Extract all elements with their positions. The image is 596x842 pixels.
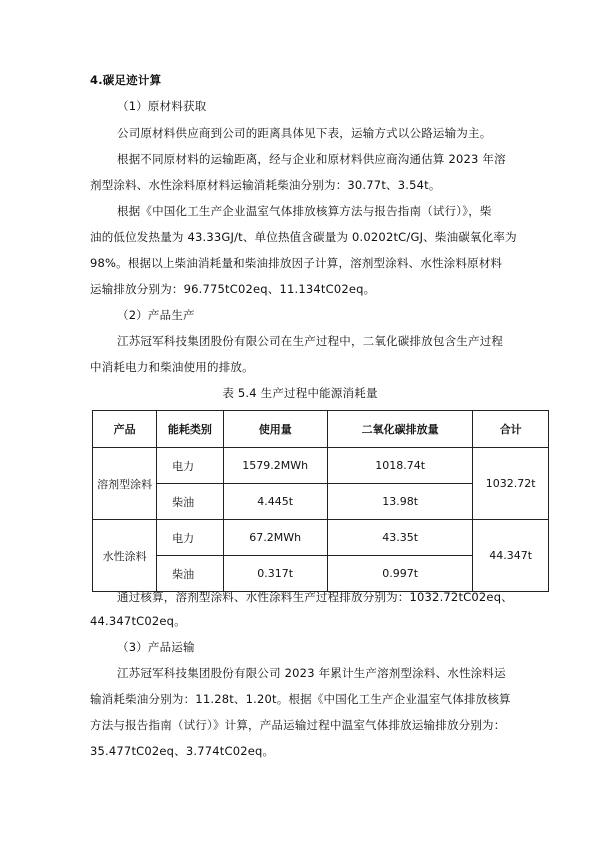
- energy-type-cell: 电力: [157, 520, 223, 556]
- subheading-transport: （3）产品运输: [117, 640, 195, 654]
- paragraph-line: 通过核算，溶剂型涂料、水性涂料生产过程排放分别为：1032.72tC02eq、: [117, 590, 513, 604]
- paragraph-line: 输消耗柴油分别为：11.28t、1.20t。根据《中国化工生产企业温室气体排放核算: [90, 692, 511, 706]
- usage-cell: 4.445t: [223, 484, 327, 520]
- co2-cell: 0.997t: [327, 556, 472, 592]
- table-row: [93, 448, 549, 484]
- co2-cell: 1018.74t: [327, 448, 472, 484]
- paragraph-line: 中消耗电力和柴油使用的排放。: [90, 360, 254, 374]
- paragraph-line: 根据不同原材料的运输距离，经与企业和原材料供应商沟通估算 2023 年溶: [117, 152, 506, 166]
- paragraph-line: 44.347tC02eq。: [90, 614, 186, 628]
- energy-consumption-table: [92, 410, 549, 592]
- paragraph-line: 方法与报告指南（试行）》计算，产品运输过程中温室气体排放运输排放分别为：: [90, 718, 506, 732]
- product-cell: 水性涂料: [93, 520, 157, 592]
- paragraph-line: 98%。根据以上柴油消耗量和柴油排放因子计算，溶剂型涂料、水性涂料原材料: [90, 256, 503, 270]
- paragraph-line: 剂型涂料、水性涂料原材料运输消耗柴油分别为：30.77t、3.54t。: [90, 178, 441, 192]
- co2-cell: 43.35t: [327, 520, 472, 556]
- table-header-row: [93, 411, 549, 448]
- table-row: [93, 520, 549, 556]
- energy-type-cell: 电力: [157, 448, 223, 484]
- subheading-production: （2）产品生产: [117, 308, 195, 322]
- energy-type-cell: 柴油: [157, 556, 223, 592]
- header-usage: 使用量: [223, 411, 327, 448]
- product-cell: 溶剂型涂料: [93, 448, 157, 520]
- header-energy-type: 能耗类别: [157, 411, 223, 448]
- subheading-raw-material: （1）原材料获取: [117, 99, 207, 113]
- usage-cell: 0.317t: [223, 556, 327, 592]
- paragraph-line: 油的低位发热量为 43.33GJ/t、单位热值含碳量为 0.0202tC/GJ、柴油碳氧化率为: [90, 230, 517, 244]
- header-total: 合计: [473, 411, 549, 448]
- usage-cell: 67.2MWh: [223, 520, 327, 556]
- usage-cell: 1579.2MWh: [223, 448, 327, 484]
- section-title: 4.碳足迹计算: [90, 73, 162, 87]
- paragraph-line: 江苏冠军科技集团股份有限公司 2023 年累计生产溶剂型涂料、水性涂料运: [117, 666, 506, 680]
- paragraph-line: 根据《中国化工生产企业温室气体排放核算方法与报告指南（试行）》，柴: [117, 204, 492, 218]
- total-cell: 1032.72t: [473, 448, 549, 520]
- header-co2: 二氧化碳排放量: [327, 411, 472, 448]
- paragraph-line: 公司原材料供应商到公司的距离具体见下表，运输方式以公路运输为主。: [117, 126, 492, 140]
- total-cell: 44.347t: [473, 520, 549, 592]
- energy-type-cell: 柴油: [157, 484, 223, 520]
- paragraph-line: 35.477tC02eq、3.774tC02eq。: [90, 744, 275, 758]
- paragraph-line: 运输排放分别为：96.775tC02eq、11.134tC02eq。: [90, 282, 376, 296]
- paragraph-line: 江苏冠军科技集团股份有限公司在生产过程中，二氧化碳排放包含生产过程: [117, 334, 504, 348]
- table-caption: 表 5.4 生产过程中能源消耗量: [222, 386, 378, 400]
- header-product: 产品: [93, 411, 157, 448]
- co2-cell: 13.98t: [327, 484, 472, 520]
